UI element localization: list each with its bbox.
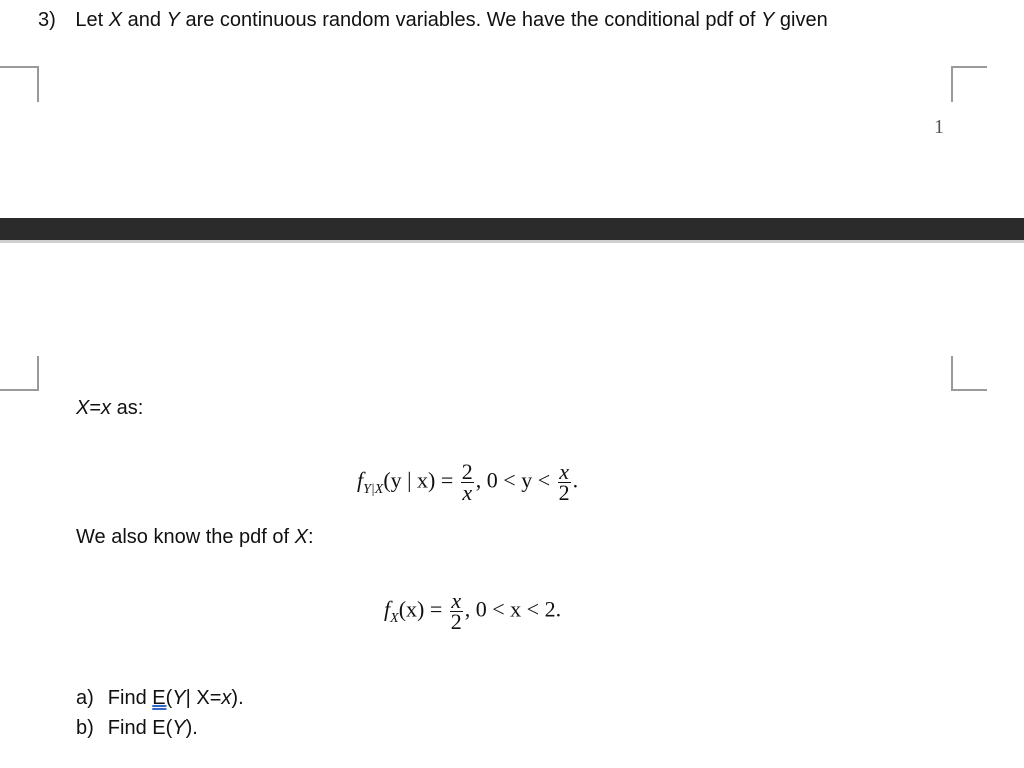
continuation-text: X=x as:	[76, 397, 144, 419]
fraction: $\frac{2}{x}$	[461, 459, 473, 505]
also-know-text: We also know the pdf of X:	[76, 526, 314, 548]
page-break-separator	[0, 218, 1024, 243]
page-number: 1	[934, 116, 944, 138]
marginal-pdf-formula: $f_X(x)$ = $\frac{x}{2}$ , 0 < x < 2.	[384, 588, 562, 634]
crop-mark-top-right	[951, 66, 987, 102]
crop-mark-bottom-right	[951, 356, 987, 391]
question-text: 3) Let X and Y are continuous random variables. We have the conditional pdf of Y given	[38, 9, 828, 31]
question-number: 3)	[38, 9, 56, 31]
part-a: a) Find E(Y| X=x).	[76, 687, 244, 709]
fraction: $\frac{x}{2}$	[450, 588, 462, 634]
crop-mark-bottom-left	[0, 356, 39, 391]
fraction: $\frac{x}{2}$	[558, 459, 570, 505]
crop-mark-top-left	[0, 66, 39, 102]
conditional-pdf-formula: $f_{Y|X}(y$ | x) = $\frac{2}{x}$ , 0 < y < $\frac{x}{2}$ .	[357, 459, 579, 505]
spellcheck-underline: E(	[152, 687, 173, 709]
part-b: b) Find E(Y).	[76, 717, 198, 739]
